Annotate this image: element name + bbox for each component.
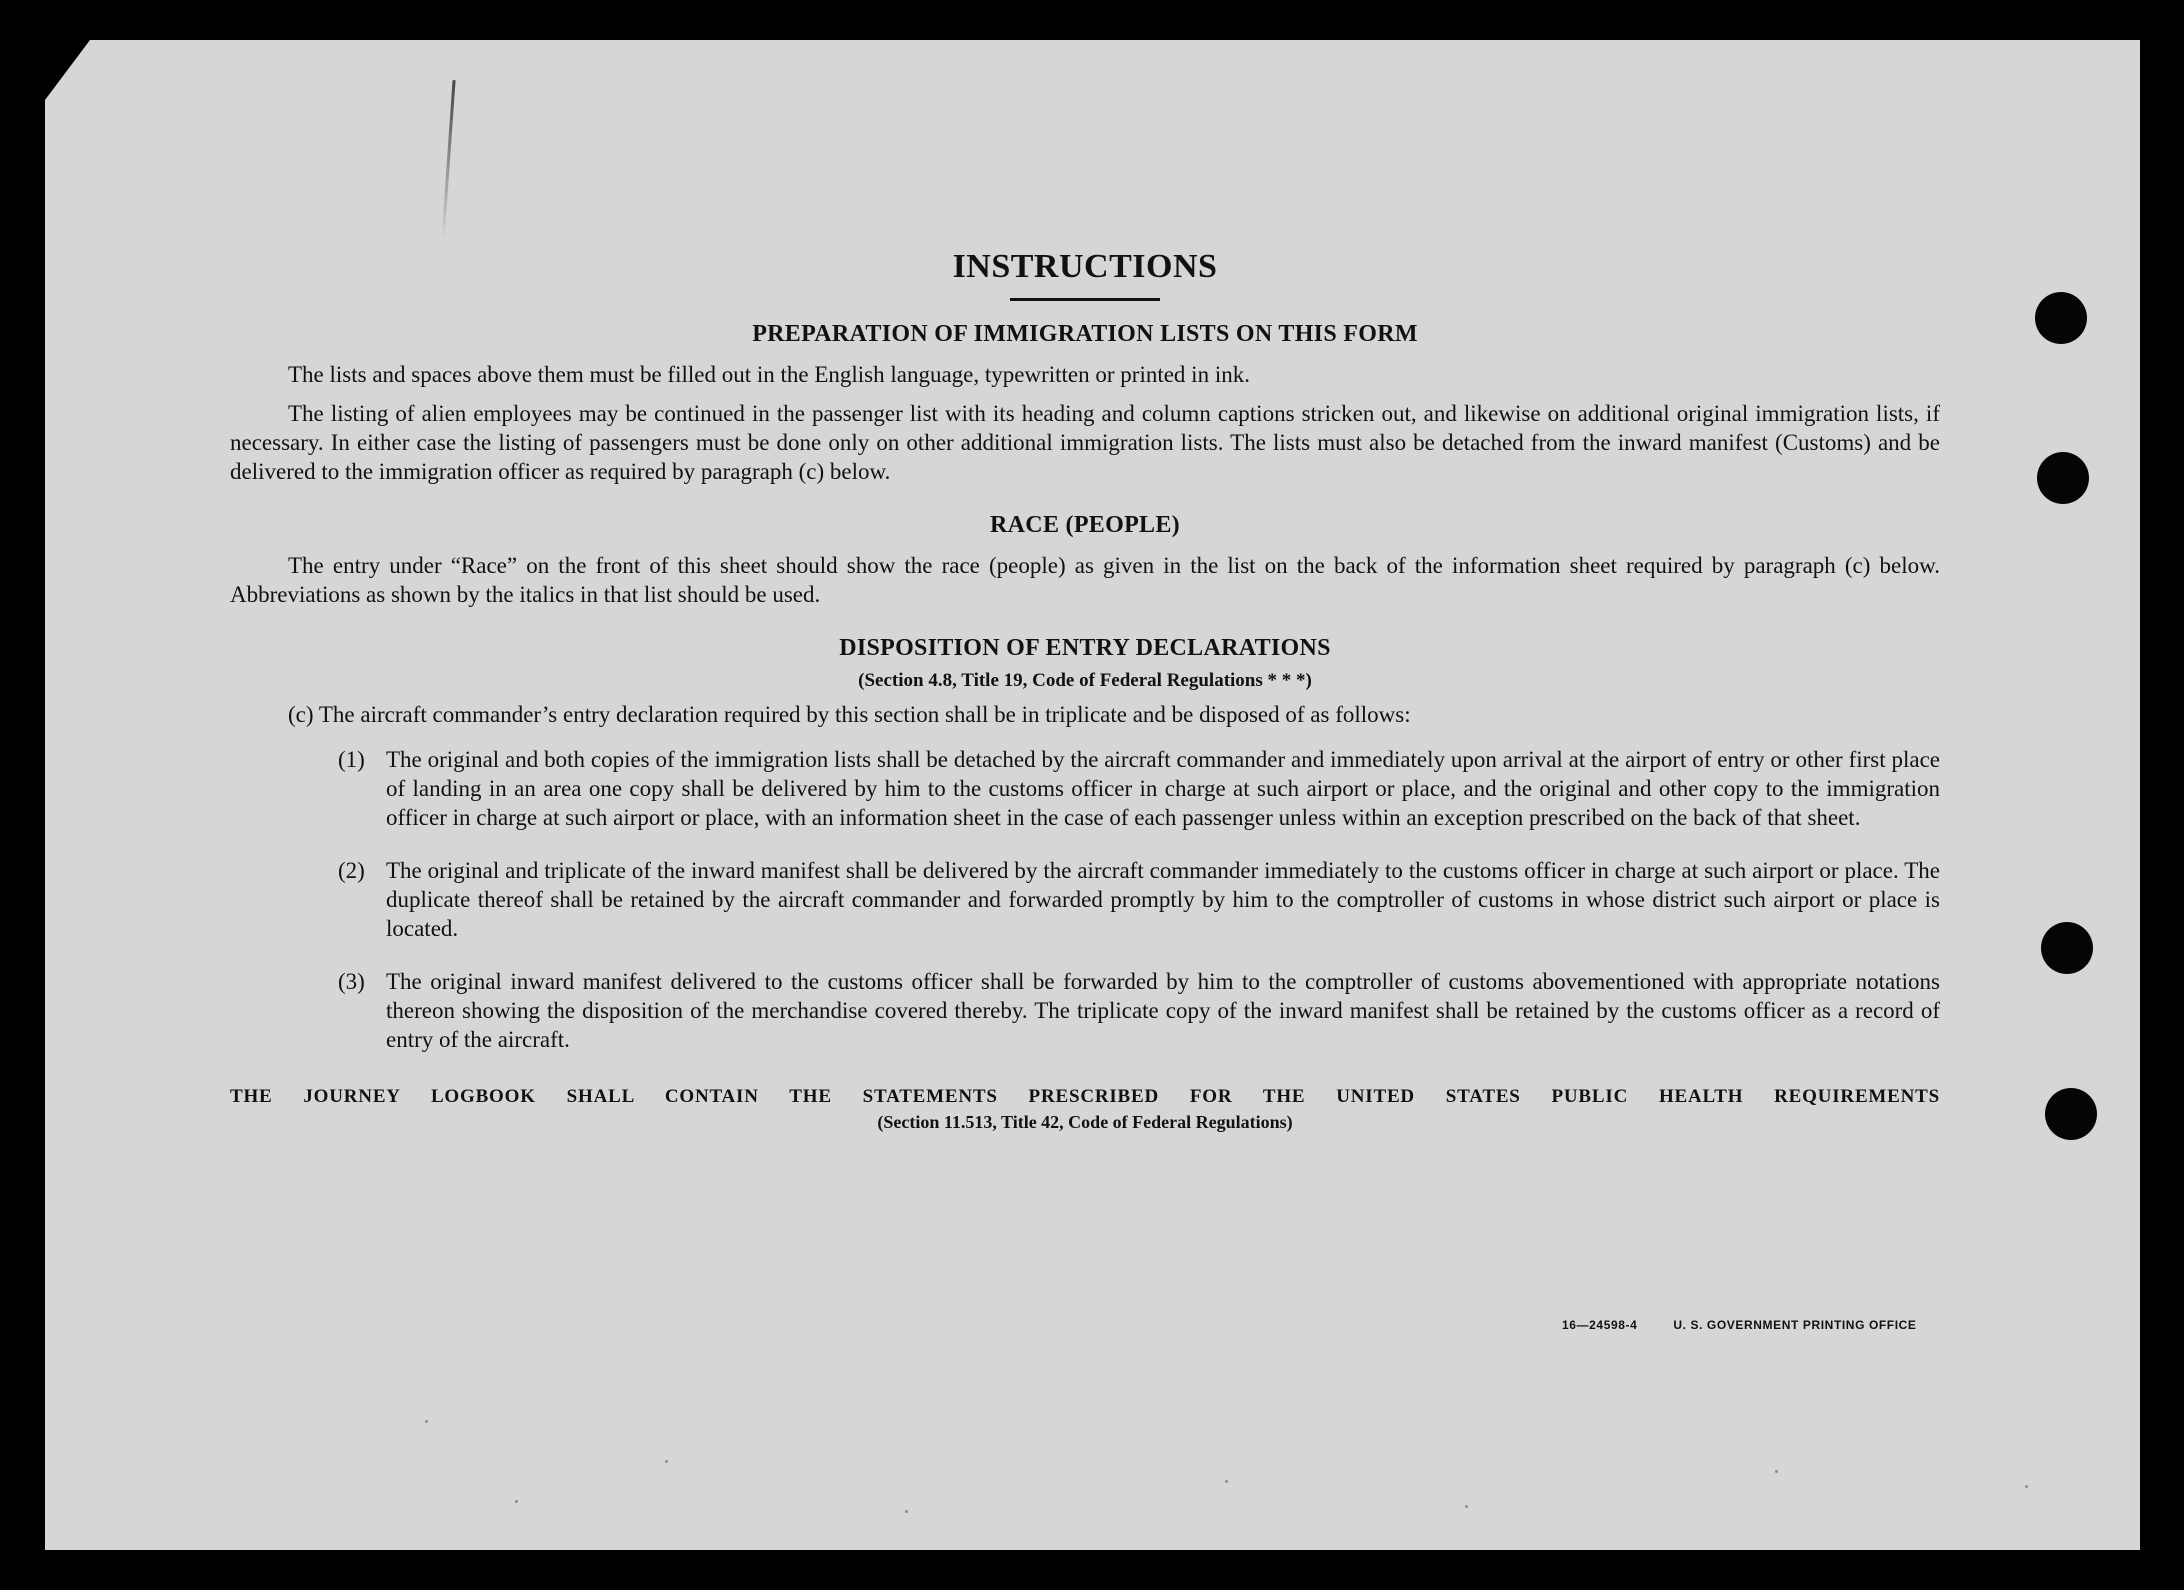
section-heading-race: RACE (PEOPLE): [990, 512, 1180, 538]
page-crease: [441, 80, 455, 240]
item-number: (3): [338, 969, 365, 994]
printer-name: U. S. GOVERNMENT PRINTING OFFICE: [1673, 1318, 1917, 1332]
section-citation: (Section 4.8, Title 19, Code of Federal Regulations * * *): [858, 670, 1312, 691]
punch-hole: [2037, 452, 2089, 504]
title-underline: [1010, 298, 1160, 301]
item-text: The original and both copies of the immigration lists shall be detached by the aircraft commander and immediately upon arrival at the airport of entry or other first place of landing in an area one copy shall be delivered by him to the customs officer in charge at such airport or place, and the original and other copy to the immigration officer in charge at such airport or place, with an information sheet in the case of each passenger unless within an exception prescribed on the back of that sheet.: [386, 747, 1940, 830]
paper-speck: [1465, 1505, 1468, 1508]
list-item: [230, 967, 1940, 1054]
paragraph: The listing of alien employees may be continued in the passenger list with its heading and column captions stricken out, and likewise on additional original immigration lists, if necessary. In either case the listing of passengers must be done only on other additional immigration lists. The lists must also be detached from the inward manifest (Customs) and be delivered to the immigration officer as required by paragraph (c) below.: [230, 401, 1940, 484]
item-number: (2): [338, 858, 365, 883]
list-item: [230, 745, 1940, 832]
paper-speck: [2025, 1485, 2028, 1488]
paper-speck: [425, 1420, 428, 1423]
document-title: INSTRUCTIONS: [952, 248, 1218, 285]
item-number: (1): [338, 747, 365, 772]
punch-hole: [2035, 292, 2087, 344]
paper-speck: [665, 1460, 668, 1463]
paper-speck: [1775, 1470, 1778, 1473]
paragraph: The lists and spaces above them must be filled out in the English language, typewritten or printed in ink.: [288, 362, 1250, 387]
footer-citation: (Section 11.513, Title 42, Code of Federal Regulations): [877, 1112, 1293, 1132]
punch-hole: [2041, 922, 2093, 974]
item-text: The original inward manifest delivered to the customs officer shall be forwarded by him to the comptroller of customs abovementioned with appropriate notations thereon showing the disposition of the merchandise covered thereby. The triplicate copy of the inward manifest shall be retained by the customs officer as a record of entry of the aircraft.: [386, 969, 1940, 1052]
item-text: The original and triplicate of the inward manifest shall be delivered by the aircraft commander immediately to the customs officer in charge at such airport or place. The duplicate thereof shall be retained by the aircraft commander and forwarded promptly by him to the comptroller of customs in whose district such airport or place is located.: [386, 858, 1940, 941]
footer-heading: THE JOURNEY LOGBOOK SHALL CONTAIN THE STATEMENTS PRESCRIBED FOR THE UNITED STATES PUBLIC HEALTH REQUIREMENTS: [230, 1086, 1940, 1107]
paragraph-c: (c) The aircraft commander’s entry declaration required by this section shall be in triplicate and be disposed of as follows:: [288, 702, 1411, 727]
form-number: 16—24598-4: [1562, 1318, 1638, 1332]
paper-speck: [515, 1500, 518, 1503]
paragraph: The entry under “Race” on the front of this sheet should show the race (people) as given in the list on the back of the information sheet required by paragraph (c) below. Abbreviations as shown by the italics in that list should be used.: [230, 553, 1940, 607]
section-heading-disposition: DISPOSITION OF ENTRY DECLARATIONS: [839, 635, 1331, 661]
list-item: [230, 856, 1940, 943]
section-heading-preparation: PREPARATION OF IMMIGRATION LISTS ON THIS FORM: [752, 321, 1418, 347]
punch-hole: [2045, 1088, 2097, 1140]
paper-speck: [1225, 1480, 1228, 1483]
printer-line: [1562, 1318, 1917, 1332]
instructions-content: [230, 248, 1940, 1133]
paper-speck: [905, 1510, 908, 1513]
